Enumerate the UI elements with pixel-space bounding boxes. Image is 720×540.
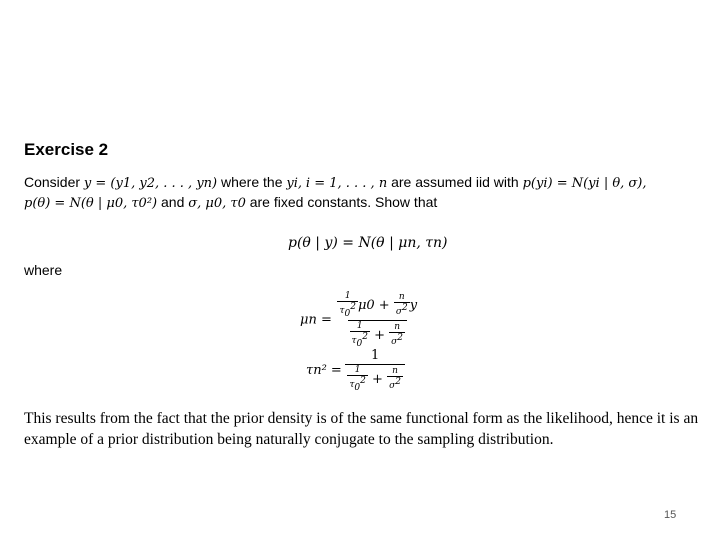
tau-n-lhs: τn² = (306, 362, 342, 378)
text-consider: Consider (24, 174, 81, 190)
mu-n-numerator (335, 292, 419, 320)
tau-n-equation (306, 348, 405, 393)
frac-n-over-sigma-sq: $\frac{n}{\sigma^2}$ (395, 292, 408, 318)
problem-line-2 (24, 194, 437, 211)
text-where-the: where the (221, 174, 283, 190)
frac-one-over-tau0-sq-den: $\frac{1}{\tau_0^2}$ (351, 320, 368, 349)
frac-one-over-tau0-sq-tau: $\frac{1}{\tau_0^2}$ (349, 365, 366, 393)
mu-n-fraction (335, 292, 419, 349)
math-constants: σ, μ0, τ0 (188, 196, 246, 211)
math-prior: p(θ) = N(θ | μ0, τ0²) (24, 196, 158, 211)
tau-n-den-a: + (367, 371, 388, 387)
frac-one-over-tau0-sq: $\frac{1}{\tau_0^2}$ (339, 291, 356, 319)
math-yi: yi, (286, 176, 303, 191)
text-where: where (24, 262, 63, 278)
frac-n-over-sigma-sq-tau: $\frac{n}{\sigma^2}$ (389, 366, 401, 392)
tau-n-numerator: 1 (371, 348, 380, 363)
text-fixed-constants: are fixed constants. Show that (249, 194, 438, 210)
text-and: and (161, 194, 185, 210)
math-y-definition: y = (y1, y2, . . . , yn) (83, 176, 218, 191)
problem-line-1 (24, 174, 647, 191)
text-are-assumed: are assumed iid with (391, 174, 519, 190)
mu-n-den-a: + (369, 327, 390, 343)
tau-n-denominator (345, 364, 405, 393)
mu-n-denominator (348, 320, 408, 349)
mu-n-equation (300, 292, 419, 349)
mu-n-num-b: y (409, 297, 418, 313)
mu-n-lhs: μn = (300, 312, 332, 328)
frac-n-over-sigma-sq-den: $\frac{n}{\sigma^2}$ (391, 322, 404, 348)
math-likelihood: p(yi) = N(yi | θ, σ), (522, 176, 647, 191)
mu-n-num-a: μ0 + (357, 297, 394, 313)
tau-n-fraction (345, 348, 405, 393)
page-number: 15 (664, 509, 677, 521)
posterior-equation: p(θ | y) = N(θ | μn, τn) (288, 235, 448, 251)
conclusion-paragraph: This results from the fact that the prior density is of the same functional form as the likelihood, hence it is an example of a prior distribution being naturally conjugate to the sampling distribution. (24, 410, 699, 448)
math-index-range: i = 1, . . . , n (305, 176, 388, 191)
exercise-heading: Exercise 2 (24, 140, 109, 159)
